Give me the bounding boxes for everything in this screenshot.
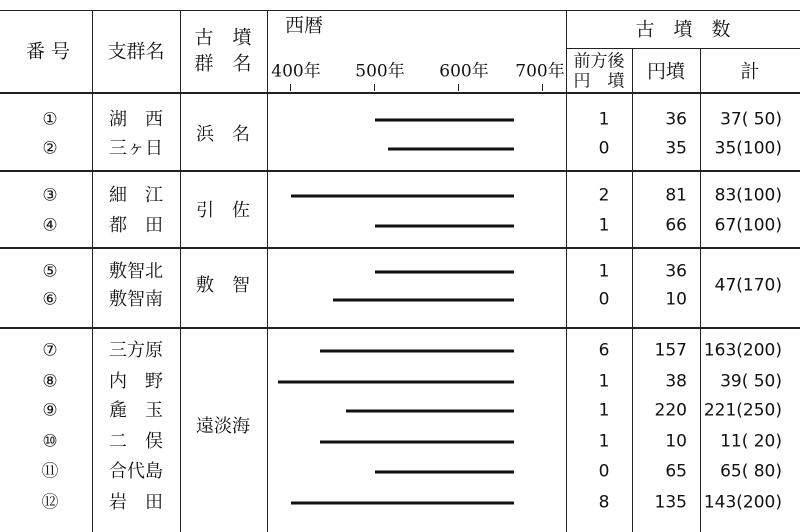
period-bar [375, 225, 514, 228]
header-group-line1: 古 墳 [194, 26, 252, 49]
group-name: 浜 名 [196, 123, 250, 145]
zenpo-count: 2 [598, 185, 610, 206]
year-tick [542, 84, 543, 91]
row-number: ⑧ [42, 371, 58, 392]
enpun-count: 10 [665, 431, 687, 452]
subgroup-name: 二 俣 [109, 431, 163, 452]
period-bar [346, 410, 514, 413]
subgroup-name: 湖 西 [109, 109, 163, 130]
header-subgroup: 支群名 [107, 40, 165, 63]
kofun-count-header-divider [566, 48, 800, 49]
enpun-count: 135 [654, 492, 687, 513]
group-separator [0, 327, 800, 329]
zenpo-count: 1 [598, 261, 610, 282]
zenpo-count: 1 [598, 400, 610, 421]
year-label-400: 400年 [271, 61, 321, 82]
enpun-count: 35 [665, 138, 687, 159]
subgroup-name: 細 江 [109, 185, 163, 206]
period-bar [375, 271, 514, 274]
group-name: 遠淡海 [196, 416, 250, 437]
period-bar [320, 350, 513, 353]
total-cell: 65( 80) [720, 461, 782, 482]
period-bar [333, 299, 514, 302]
subgroup-name: 三ヶ日 [109, 138, 163, 159]
subgroup-name: 敷智北 [109, 261, 163, 282]
zenpo-count: 0 [598, 289, 610, 310]
row-number: ⑩ [42, 431, 58, 452]
period-bar [320, 441, 513, 444]
enpun-count: 220 [654, 400, 687, 421]
enpun-count: 38 [665, 371, 687, 392]
header-era: 西暦 [285, 14, 324, 37]
zenpo-count: 1 [598, 431, 610, 452]
zenpo-count: 1 [598, 215, 610, 236]
row-number: ③ [42, 185, 58, 206]
group-name: 引 佐 [196, 200, 250, 221]
subgroup-name: 岩 田 [109, 492, 163, 513]
year-label-500: 500年 [355, 61, 405, 82]
total-cell: 37( 50) [720, 109, 782, 130]
period-bar [375, 119, 514, 122]
group-name: 敷 智 [196, 275, 250, 296]
header-zenpo-line2: 円 墳 [573, 71, 625, 92]
row-number: ⑫ [41, 492, 59, 513]
subgroup-name: 内 野 [109, 371, 163, 392]
header-total: 計 [740, 60, 760, 83]
enpun-count: 36 [665, 109, 687, 130]
total-cell: 47(170) [714, 275, 782, 296]
period-bar [375, 471, 514, 474]
header-group-line2: 群 名 [194, 52, 252, 75]
col-divider-group [267, 10, 268, 532]
subgroup-name: 敷智南 [109, 289, 163, 310]
enpun-count: 65 [665, 461, 687, 482]
col-divider-zenpo [632, 48, 633, 532]
enpun-count: 81 [665, 185, 687, 206]
total-cell: 67(100) [714, 215, 782, 236]
subgroup-name: 都 田 [109, 215, 163, 236]
group-separator [0, 170, 800, 172]
header-enpun: 円墳 [646, 60, 686, 83]
col-divider-subgroup [180, 10, 181, 532]
subgroup-name: 三方原 [109, 340, 163, 361]
zenpo-count: 6 [598, 340, 610, 361]
header-number: 番 号 [25, 40, 71, 63]
total-cell: 39( 50) [720, 371, 782, 392]
row-number: ⑥ [42, 289, 58, 310]
subgroup-name: 合代島 [109, 461, 163, 482]
total-cell: 83(100) [714, 185, 782, 206]
col-divider-number [92, 10, 93, 532]
total-cell: 35(100) [714, 138, 782, 159]
row-number: ⑤ [42, 261, 58, 282]
row-number: ⑪ [41, 461, 59, 482]
total-cell: 11( 20) [720, 431, 782, 452]
row-number: ⑦ [42, 340, 58, 361]
col-divider-era [566, 10, 567, 532]
total-cell: 221(250) [703, 400, 782, 421]
zenpo-count: 1 [598, 371, 610, 392]
zenpo-count: 0 [598, 461, 610, 482]
enpun-count: 157 [654, 340, 687, 361]
header-zenpo-line1: 前方後 [573, 51, 625, 72]
row-number: ④ [42, 215, 58, 236]
year-tick [458, 84, 459, 91]
year-label-700: 700年 [515, 61, 565, 82]
header-kofun-count: 古 墳 数 [635, 18, 731, 41]
zenpo-count: 8 [598, 492, 610, 513]
col-divider-enpun [700, 48, 701, 532]
year-tick [290, 84, 291, 91]
header-bottom-border [0, 92, 800, 94]
zenpo-count: 0 [598, 138, 610, 159]
zenpo-count: 1 [598, 109, 610, 130]
total-cell: 143(200) [703, 492, 782, 513]
period-bar [291, 502, 514, 505]
year-label-600: 600年 [439, 61, 489, 82]
subgroup-name: 麁 玉 [109, 400, 163, 421]
year-tick [374, 84, 375, 91]
period-bar [291, 195, 514, 198]
period-bar [278, 381, 513, 384]
enpun-count: 10 [665, 289, 687, 310]
row-number: ⑨ [42, 400, 58, 421]
total-cell: 163(200) [703, 340, 782, 361]
row-number: ① [42, 109, 58, 130]
row-number: ② [42, 138, 58, 159]
period-bar [388, 148, 514, 151]
enpun-count: 66 [665, 215, 687, 236]
group-separator [0, 247, 800, 249]
enpun-count: 36 [665, 261, 687, 282]
table-top-border [0, 10, 800, 11]
